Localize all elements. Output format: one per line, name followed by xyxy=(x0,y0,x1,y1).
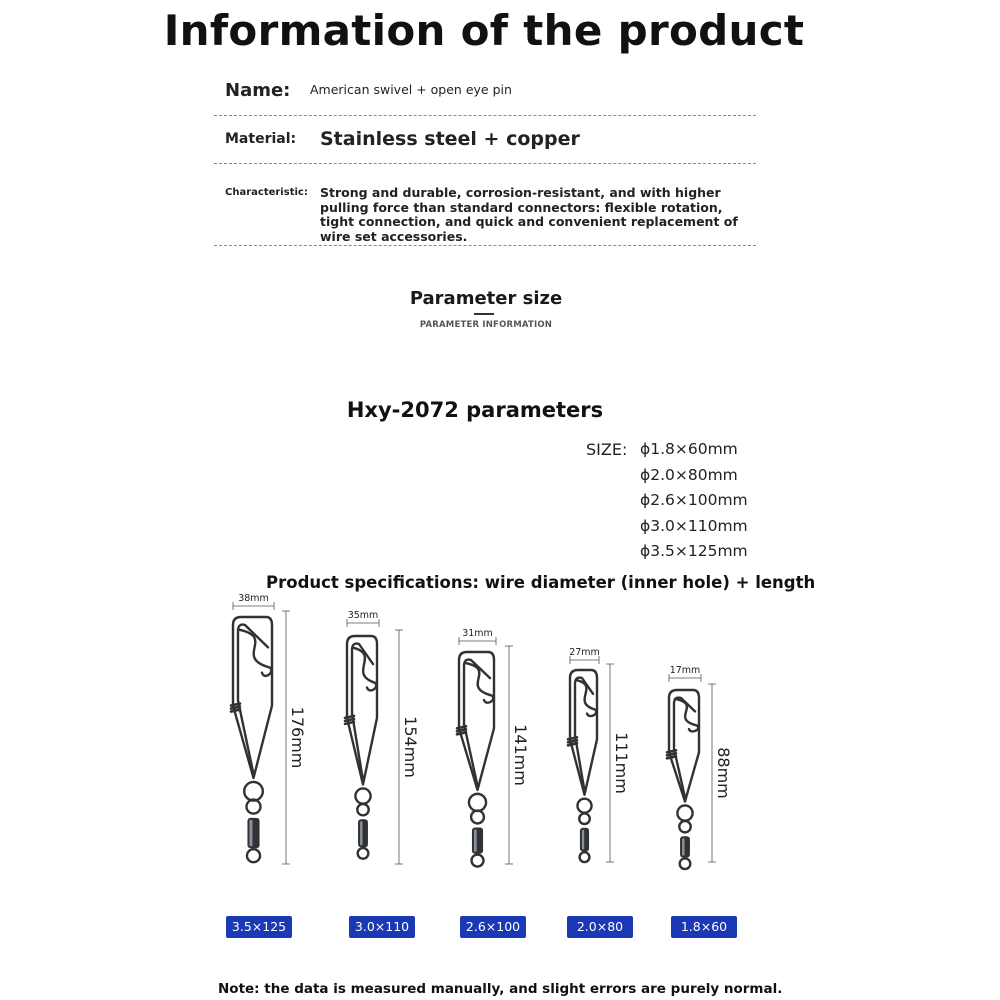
snap-swivel xyxy=(568,647,631,862)
name-label: Name: xyxy=(225,80,291,101)
swivel-ring xyxy=(577,799,591,813)
size-item: ϕ3.0×110mm xyxy=(640,516,748,535)
coil-wrap xyxy=(231,710,240,712)
parameters-title: Hxy-2072 parameters xyxy=(346,398,604,422)
material-value: Stainless steel + copper xyxy=(320,128,580,150)
swivel-barrel xyxy=(247,818,259,848)
section-title: Parameter size xyxy=(409,288,563,309)
size-badge: 3.0×110 xyxy=(349,916,415,938)
swivel-ring xyxy=(357,804,368,815)
width-label: 35mm xyxy=(347,610,379,621)
swivel-end-ring xyxy=(247,849,260,862)
size-badge: 2.6×100 xyxy=(460,916,526,938)
pin-latch xyxy=(239,630,271,676)
coil-wrap xyxy=(457,732,466,734)
characteristic-value: Strong and durable, corrosion-resistant, and with higher pulling force than standard connectors: flexible rotation, tight connection, and quick and convenient replacement of wire set accessories. xyxy=(320,185,738,244)
size-item: ϕ2.6×100mm xyxy=(640,491,748,510)
coil-wrap xyxy=(667,756,676,758)
swivel-barrel xyxy=(580,828,589,852)
barrel-highlight xyxy=(249,820,252,846)
size-badge: 3.5×125 xyxy=(226,916,292,938)
swivel-end-ring xyxy=(580,852,590,862)
pin-latch xyxy=(353,648,376,691)
pin-latch xyxy=(576,680,596,716)
snap-swivel xyxy=(667,665,733,869)
size-item: ϕ3.5×125mm xyxy=(640,542,748,561)
length-label: 111mm xyxy=(612,732,631,794)
pin-inner-wire xyxy=(352,644,373,781)
size-badge: 1.8×60 xyxy=(671,916,737,938)
snap-swivel xyxy=(345,610,420,864)
swivel-ring xyxy=(244,782,263,801)
spec-line: Product specifications: wire diameter (inner hole) + length xyxy=(266,573,816,592)
material-label: Material: xyxy=(225,131,297,147)
pin-inner-wire xyxy=(238,625,268,774)
size-item: ϕ2.0×80mm xyxy=(640,465,738,484)
page-title: Information of the product xyxy=(163,6,805,55)
size-item: ϕ1.8×60mm xyxy=(640,440,738,458)
length-label: 154mm xyxy=(401,716,420,778)
swivel-end-ring xyxy=(472,855,484,867)
swivel-barrel xyxy=(358,819,368,847)
swivel-barrel xyxy=(680,836,690,857)
width-label: 27mm xyxy=(569,647,600,658)
characteristic-label: Characteristic: xyxy=(225,187,308,198)
length-label: 141mm xyxy=(511,724,530,786)
width-label: 38mm xyxy=(238,593,269,604)
barrel-highlight xyxy=(682,838,684,855)
swivel-end-ring xyxy=(358,848,369,859)
width-label: 17mm xyxy=(669,665,701,676)
pin-inner-wire xyxy=(464,660,490,786)
barrel-highlight xyxy=(474,830,477,852)
snap-swivel xyxy=(457,628,530,867)
width-label: 31mm xyxy=(462,628,493,639)
note: Note: the data is measured manually, and slight errors are purely normal. xyxy=(218,981,783,997)
swivel-ring xyxy=(579,813,590,824)
swivel-ring xyxy=(471,811,484,824)
pin-latch xyxy=(465,663,493,703)
swivel-ring xyxy=(469,794,486,811)
size-badge: 2.0×80 xyxy=(567,916,633,938)
pin-latch xyxy=(675,699,698,732)
snap-swivel xyxy=(231,593,307,864)
swivel-barrel xyxy=(472,828,483,854)
swivel-ring xyxy=(355,788,370,803)
swivel-ring xyxy=(677,805,692,820)
size-label: SIZE: xyxy=(586,440,628,459)
swivel-ring xyxy=(679,821,690,832)
barrel-highlight xyxy=(360,821,362,845)
name-value: American swivel + open eye pin xyxy=(310,82,512,97)
length-label: 176mm xyxy=(288,706,307,769)
swivel-end-ring xyxy=(680,858,691,869)
section-subtitle: PARAMETER INFORMATION xyxy=(419,320,553,330)
length-label: 88mm xyxy=(714,747,733,799)
barrel-highlight xyxy=(582,830,584,850)
